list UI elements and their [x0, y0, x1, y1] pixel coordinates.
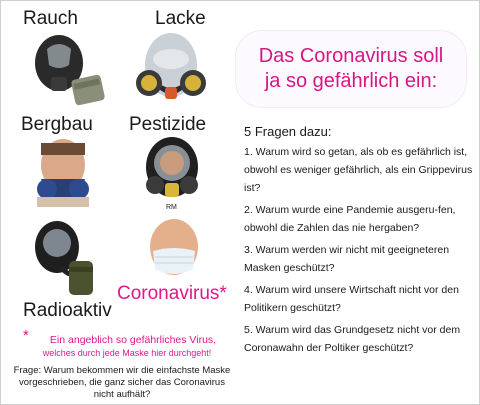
question-1: 1. Warum wird so getan, als ob es gefährlich ist, obwohl es weniger gefährlich, als ein Grippevirus ist?	[244, 146, 473, 194]
question-4: 4. Warum wird unsere Wirtschaft nicht vor den Politikern geschützt?	[244, 284, 459, 314]
question-3: 3. Warum werden wir nicht mit geeigneteren Masken geschützt?	[244, 244, 450, 274]
frage-text: Frage: Warum bekommen wir die einfachste Maske vorgeschrieben, die ganz sicher das Coronavirus nicht aufhält?	[13, 365, 231, 400]
surgical-mask-icon	[141, 217, 207, 285]
note-asterisk: *	[23, 327, 29, 344]
headline-bubble	[236, 31, 466, 107]
question-2: 2. Warum wurde eine Pandemie ausgeru-fen, obwohl die Zahlen das nie hergaben?	[244, 204, 456, 234]
text-panel	[232, 3, 476, 399]
rm-mark: RM	[166, 204, 177, 211]
note-line1: Ein angeblich so gefährliches Virus,	[49, 334, 217, 346]
smoke-mask-icon	[25, 31, 107, 113]
questions-title: 5 Fragen dazu:	[244, 124, 332, 139]
label-lacke: Lacke	[155, 8, 206, 29]
note-line2: welches durch jede Maske hier durchgeht!	[42, 348, 212, 358]
question-5: 5. Warum wird das Grundgesetz nicht vor dem Coronawahn der Poltiker geschützt?	[244, 324, 461, 354]
mining-respirator-icon	[27, 135, 99, 207]
label-pestizide: Pestizide	[129, 114, 207, 135]
label-coronavirus: Coronavirus*	[117, 283, 227, 304]
questions-list	[244, 123, 476, 361]
full-face-mask-icon	[141, 137, 203, 203]
label-bergbau: Bergbau	[21, 114, 93, 135]
paint-respirator-icon	[127, 31, 213, 113]
mask-collage	[3, 3, 231, 399]
radiation-mask-icon	[29, 219, 101, 299]
label-rauch: Rauch	[23, 8, 78, 29]
headline-line2: ja so gefährlich ein:	[264, 70, 438, 92]
label-radioaktiv: Radioaktiv	[23, 300, 112, 321]
headline-line1: Das Coronavirus soll	[258, 45, 444, 67]
